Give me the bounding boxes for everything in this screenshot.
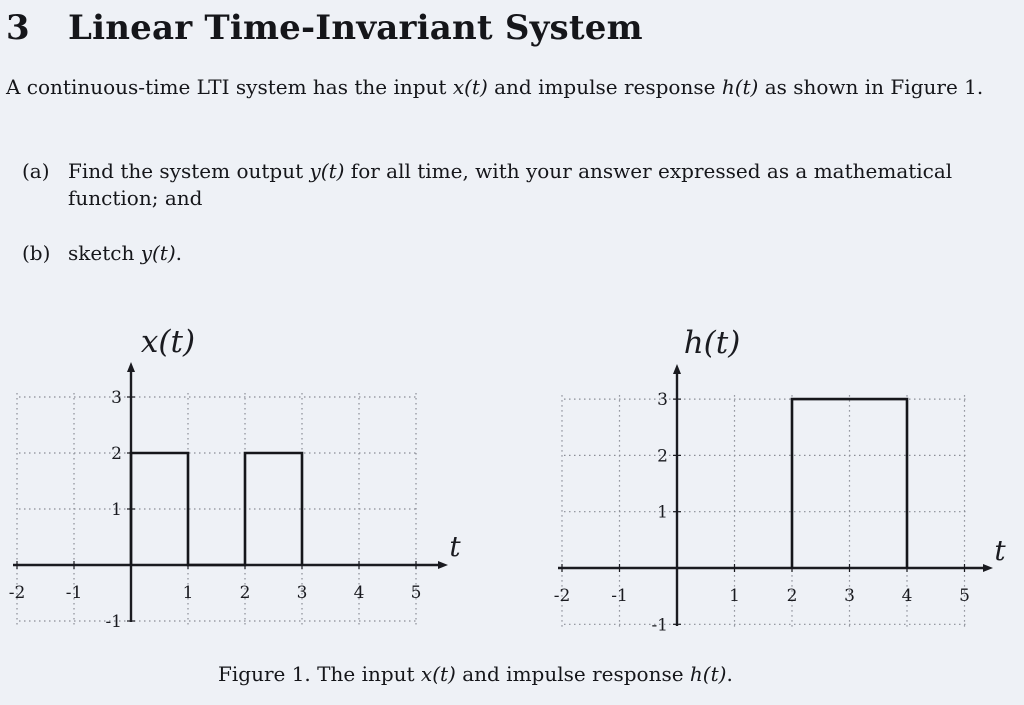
y-tick-label: -1 xyxy=(105,612,122,632)
part-b-text: sketch y(t). xyxy=(68,241,183,265)
math-h: h(t) xyxy=(721,75,759,99)
x-axis-label: t xyxy=(449,530,461,563)
x-tick-label: 2 xyxy=(786,586,798,606)
x-tick-label: -2 xyxy=(553,586,571,606)
y-tick-label: -1 xyxy=(651,615,668,636)
chart-title-x: x(t) xyxy=(140,324,196,360)
x-tick-label: 4 xyxy=(901,586,913,606)
x-axis-label: t xyxy=(994,534,1006,567)
y-tick-label: 3 xyxy=(657,390,668,411)
section-number: 3 xyxy=(6,8,30,48)
statement-text: and impulse response xyxy=(487,75,722,99)
x-axis-arrow xyxy=(438,561,448,569)
statement-text: as shown in Figure 1. xyxy=(758,75,984,99)
signal-h-trace xyxy=(792,399,907,568)
x-tick-label: -1 xyxy=(611,586,628,606)
plot-h xyxy=(554,325,1007,635)
x-axis-arrow xyxy=(983,564,993,572)
y-axis-arrow xyxy=(127,362,135,372)
x-tick-label: 5 xyxy=(410,583,422,603)
part-b-label: (b) xyxy=(22,241,51,265)
x-tick-label: 4 xyxy=(353,583,365,603)
y-tick-label: 1 xyxy=(657,502,668,523)
section-title: Linear Time-Invariant System xyxy=(68,8,643,48)
y-axis-arrow xyxy=(673,364,681,374)
x-tick-label: 5 xyxy=(959,586,970,606)
part-a-label: (a) xyxy=(22,159,50,183)
x-tick-label: -2 xyxy=(8,583,26,603)
y-tick-label: 1 xyxy=(111,500,122,520)
x-tick-label: 1 xyxy=(729,586,740,606)
y-tick-label: 2 xyxy=(111,444,122,464)
math-x: x(t) xyxy=(452,75,488,99)
part-a-text: Find the system output y(t) for all time, with your answer expressed as a mathematical function; and xyxy=(68,159,953,210)
y-tick-label: 3 xyxy=(111,388,122,408)
statement-text: A continuous-time LTI system has the input xyxy=(6,75,453,99)
chart-title-h: h(t) xyxy=(683,325,741,361)
figure-caption: Figure 1. The input x(t) and impulse response h(t). xyxy=(218,662,733,686)
plot-x xyxy=(9,324,462,632)
x-tick-label: 1 xyxy=(182,583,194,603)
x-tick-label: -1 xyxy=(65,583,83,603)
x-tick-label: 3 xyxy=(296,583,308,603)
y-tick-label: 2 xyxy=(657,446,668,467)
x-tick-label: 2 xyxy=(239,583,251,603)
signal-x-trace xyxy=(131,453,302,565)
x-tick-label: 3 xyxy=(844,586,855,606)
